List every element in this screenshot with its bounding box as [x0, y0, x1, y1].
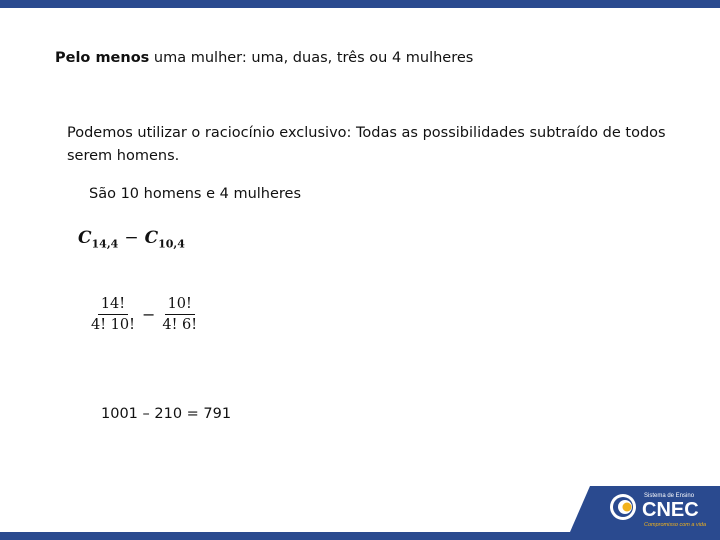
- fraction-1: [88, 296, 138, 333]
- fraction-2-denominator: 4! 6!: [162, 317, 198, 333]
- fraction-2: [159, 296, 200, 333]
- explanation-paragraph: Podemos utilizar o raciocínio exclusivo: Todas as possibilidades subtraído de todos serem homens.: [67, 125, 666, 164]
- cnec-logo: [608, 491, 716, 531]
- logo-small-text: Sistema de Ensino: [644, 493, 695, 499]
- minus-operator: −: [124, 228, 139, 248]
- bottom-decor-bar: [0, 532, 720, 540]
- counts-line: São 10 homens e 4 mulheres: [89, 186, 302, 202]
- combination-symbol-2: C: [144, 228, 159, 248]
- logo-name: CNEC: [642, 499, 699, 521]
- combination-subscript-2: 10,4: [158, 237, 185, 251]
- combination-formula: [78, 228, 185, 250]
- cnec-circle-logo-icon: [608, 492, 638, 522]
- factorial-formula: [88, 296, 200, 333]
- statement-line: [55, 50, 473, 66]
- fraction-2-numerator: 10!: [165, 296, 195, 315]
- statement-rest: uma mulher: uma, duas, três ou 4 mulheres: [149, 50, 474, 66]
- minus-operator: −: [141, 305, 156, 324]
- statement-bold: Pelo menos: [55, 50, 150, 66]
- logo-tagline: Compromisso com a vida: [644, 522, 707, 528]
- result-line: 1001 – 210 = 791: [101, 406, 232, 422]
- top-decor-bar: [0, 0, 720, 8]
- fraction-1-denominator: 4! 10!: [91, 317, 135, 333]
- combination-symbol-1: C: [78, 228, 92, 248]
- combination-subscript-1: 14,4: [91, 237, 119, 251]
- fraction-1-numerator: 14!: [98, 296, 128, 315]
